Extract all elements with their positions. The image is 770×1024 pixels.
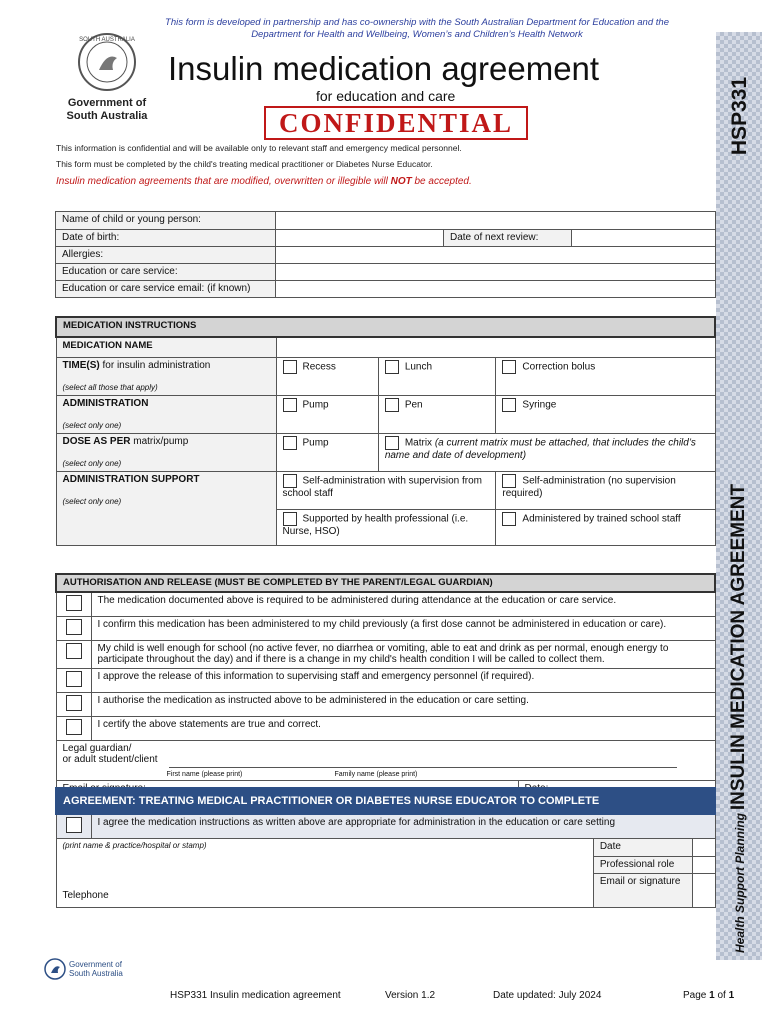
auth-item-4: I approve the release of this information to supervising staff and emergency personnel (if required). — [91, 669, 715, 693]
seal-text: SOUTH AUSTRALIA — [79, 37, 135, 43]
administration-label-bold: ADMINISTRATION — [62, 397, 149, 409]
auth-checkbox-1[interactable] — [66, 595, 82, 611]
times-label — [56, 357, 276, 395]
checkbox-self-unsupervised[interactable] — [502, 474, 516, 488]
times-label-rest: for insulin administration — [99, 359, 211, 371]
checkbox-admin-pump[interactable] — [283, 398, 297, 412]
agreement-table — [55, 787, 716, 908]
support-self-unsupervised[interactable] — [496, 471, 715, 509]
support-health-professional-label: Supported by health professional (i.e. Nurse, HSO) — [282, 513, 469, 537]
professional-role-label: Professional role — [593, 857, 692, 874]
auth-checkbox-2[interactable] — [66, 619, 82, 635]
admin-syringe-label: Syringe — [522, 399, 557, 411]
footer-seal-icon — [44, 958, 66, 980]
dose-pump-label: Pump — [302, 437, 329, 449]
footer-form: HSP331 Insulin medication agreement — [170, 990, 341, 1001]
support-self-supervised[interactable] — [276, 471, 496, 509]
next-review-field[interactable] — [572, 230, 716, 247]
dose-label-rest: matrix/pump — [130, 435, 189, 447]
support-label-bold: ADMINISTRATION SUPPORT — [62, 473, 200, 485]
agreement-statement: I agree the medication instructions as written above are appropriate for administration in the education or care setting — [91, 814, 715, 839]
name-label: Name of child or young person: — [56, 212, 276, 230]
dose-pump[interactable] — [276, 433, 378, 471]
service-field[interactable] — [276, 264, 716, 281]
service-label: Education or care service: — [56, 264, 276, 281]
dose-label-bold: DOSE AS PER — [62, 435, 131, 447]
auth-item-2: I confirm this medication has been administered to my child previously (a first dose cannot be administered in education or care). — [91, 617, 715, 641]
admin-pen[interactable] — [378, 395, 496, 433]
side-title: INSULIN MEDICATION AGREEMENT — [728, 483, 749, 811]
admin-pen-label: Pen — [404, 399, 423, 411]
auth-checkbox-cell-2[interactable] — [56, 617, 91, 641]
telephone-label: Telephone — [62, 890, 109, 901]
dose-matrix[interactable] — [378, 433, 715, 471]
time-correction[interactable] — [496, 357, 715, 395]
administration-note: (select only one) — [62, 420, 122, 430]
time-correction-label: Correction bolus — [522, 361, 596, 373]
medication-heading: MEDICATION INSTRUCTIONS — [56, 317, 715, 337]
footer-page — [683, 990, 734, 1001]
agreement-heading: AGREEMENT: TREATING MEDICAL PRACTITIONER OR DIABETES NURSE EDUCATOR TO COMPLETE — [56, 788, 715, 814]
auth-checkbox-cell-6[interactable] — [56, 717, 91, 741]
agreement-email-field[interactable] — [692, 874, 715, 908]
agreement-date-field[interactable] — [692, 839, 715, 857]
side-subtitle: Health Support Planning — [733, 813, 747, 953]
page-current: 1 — [709, 990, 715, 1001]
footer-logo — [44, 958, 131, 980]
agreement-checkbox[interactable] — [66, 817, 82, 833]
medication-name-field[interactable] — [276, 337, 715, 357]
checkbox-health-professional[interactable] — [283, 512, 297, 526]
auth-checkbox-4[interactable] — [66, 671, 82, 687]
footer-logo-text: Government of South Australia — [69, 960, 123, 978]
page-total: 1 — [728, 990, 735, 1001]
admin-pump[interactable] — [276, 395, 378, 433]
dose-label — [56, 433, 276, 471]
page-of: of — [714, 990, 729, 1001]
page-subtitle: for education and care — [316, 88, 456, 104]
checkbox-lunch[interactable] — [385, 360, 399, 374]
dose-note: (select only one) — [62, 458, 122, 468]
dose-matrix-label: Matrix — [404, 437, 435, 449]
auth-item-6: I certify the above statements are true and correct. — [91, 717, 715, 741]
service-email-field[interactable] — [276, 281, 716, 298]
partnership-note: This form is developed in partnership and has co-ownership with the South Australian Department for Education and the Department for Health and Wellbeing, Women’s and Children’s Health Network — [165, 17, 669, 40]
page-word: Page — [683, 990, 710, 1001]
side-band — [716, 32, 762, 960]
form-code: HSP331 — [728, 76, 751, 156]
checkbox-dose-pump[interactable] — [283, 436, 297, 450]
checkbox-dose-matrix[interactable] — [385, 436, 399, 450]
support-trained-staff-label: Administered by trained school staff — [522, 513, 681, 525]
warning-not: NOT — [390, 176, 412, 187]
auth-checkbox-cell-3[interactable] — [56, 641, 91, 669]
logo-text: Government of South Australia — [66, 97, 148, 122]
print-name-label: (print name & practice/hospital or stamp) — [62, 841, 207, 850]
medication-table — [55, 316, 716, 546]
checkbox-recess[interactable] — [283, 360, 297, 374]
auth-checkbox-6[interactable] — [66, 719, 82, 735]
dob-field[interactable] — [276, 230, 444, 247]
confidential-stamp: CONFIDENTIAL — [264, 106, 528, 140]
child-details-table — [55, 211, 716, 298]
guardian-name-row[interactable] — [56, 741, 715, 781]
time-recess[interactable] — [276, 357, 378, 395]
agreement-checkbox-cell[interactable] — [56, 814, 91, 839]
footer-version: Version 1.2 — [385, 990, 436, 1001]
admin-syringe[interactable] — [496, 395, 715, 433]
allergies-label: Allergies: — [56, 247, 276, 264]
administration-label — [56, 395, 276, 433]
time-recess-label: Recess — [302, 361, 336, 373]
support-self-supervised-label: Self-administration with supervision from school staff — [282, 475, 483, 499]
dob-label: Date of birth: — [56, 230, 276, 247]
auth-checkbox-cell-1[interactable] — [56, 592, 91, 617]
dose-matrix-note: (a current matrix must be attached, that includes the child’s name and date of development) — [384, 437, 696, 461]
guardian-label-1: Legal guardian/ — [62, 743, 132, 754]
name-field[interactable] — [276, 212, 716, 230]
auth-item-1: The medication documented above is required to be administered during attendance at the education or care service. — [91, 592, 715, 617]
support-health-professional[interactable] — [276, 509, 496, 545]
auth-item-5: I authorise the medication as instructed above to be administered in the education or care setting. — [91, 693, 715, 717]
auth-item-3: My child is well enough for school (no active fever, no diarrhea or vomiting, able to eat and drink as per normal, enough energy to participate throughout the day) and if there is a change in my child's health condition I will be called to collect them. — [91, 641, 715, 669]
footer-updated: Date updated: July 2024 — [493, 990, 602, 1001]
auth-checkbox-cell-4[interactable] — [56, 669, 91, 693]
guardian-name-line[interactable] — [169, 767, 677, 768]
support-note: (select only one) — [62, 496, 122, 506]
checkbox-admin-pen[interactable] — [385, 398, 399, 412]
checkbox-correction-bolus[interactable] — [502, 360, 516, 374]
time-lunch[interactable] — [378, 357, 496, 395]
guardian-label-2: or adult student/client — [62, 754, 158, 765]
practitioner-stamp-box[interactable] — [56, 839, 593, 908]
completion-note: This form must be completed by the child's treating medical practitioner or Diabetes Nurse Educator. — [56, 159, 433, 169]
page-title: Insulin medication agreement — [168, 50, 600, 87]
first-name-caption: First name (please print) — [166, 771, 243, 778]
support-self-unsupervised-label: Self-administration (no supervision required) — [502, 475, 676, 499]
agreement-date-label: Date — [593, 839, 692, 857]
allergies-field[interactable] — [276, 247, 716, 264]
sa-seal-icon — [77, 32, 137, 92]
warning-note — [56, 176, 472, 187]
admin-pump-label: Pump — [302, 399, 329, 411]
support-label — [56, 471, 276, 545]
government-logo — [52, 32, 162, 123]
checkbox-trained-staff[interactable] — [502, 512, 516, 526]
family-name-caption: Family name (please print) — [334, 771, 418, 778]
checkbox-admin-syringe[interactable] — [502, 398, 516, 412]
time-lunch-label: Lunch — [404, 361, 433, 373]
professional-role-field[interactable] — [692, 857, 715, 874]
auth-checkbox-cell-5[interactable] — [56, 693, 91, 717]
support-trained-staff[interactable] — [496, 509, 715, 545]
auth-checkbox-3[interactable] — [66, 643, 82, 659]
authorisation-table — [55, 573, 716, 797]
agreement-email-label: Email or signature — [593, 874, 692, 908]
warning-text-a: Insulin medication agreements that are modified, overwritten or illegible will — [56, 176, 391, 187]
auth-checkbox-5[interactable] — [66, 695, 82, 711]
service-email-label: Education or care service email: (if known) — [56, 281, 276, 298]
warning-text-c: be accepted. — [411, 176, 472, 187]
times-note: (select all those that apply) — [62, 382, 158, 392]
checkbox-self-supervised[interactable] — [283, 474, 297, 488]
confidential-note: This information is confidential and will be available only to relevant staff and emergency medical personnel. — [56, 143, 462, 153]
authorisation-heading: AUTHORISATION AND RELEASE (MUST BE COMPLETED BY THE PARENT/LEGAL GUARDIAN) — [56, 574, 715, 592]
next-review-label: Date of next review: — [444, 230, 572, 247]
medication-name-label: MEDICATION NAME — [56, 337, 276, 357]
times-label-bold: TIME(S) — [62, 359, 100, 371]
